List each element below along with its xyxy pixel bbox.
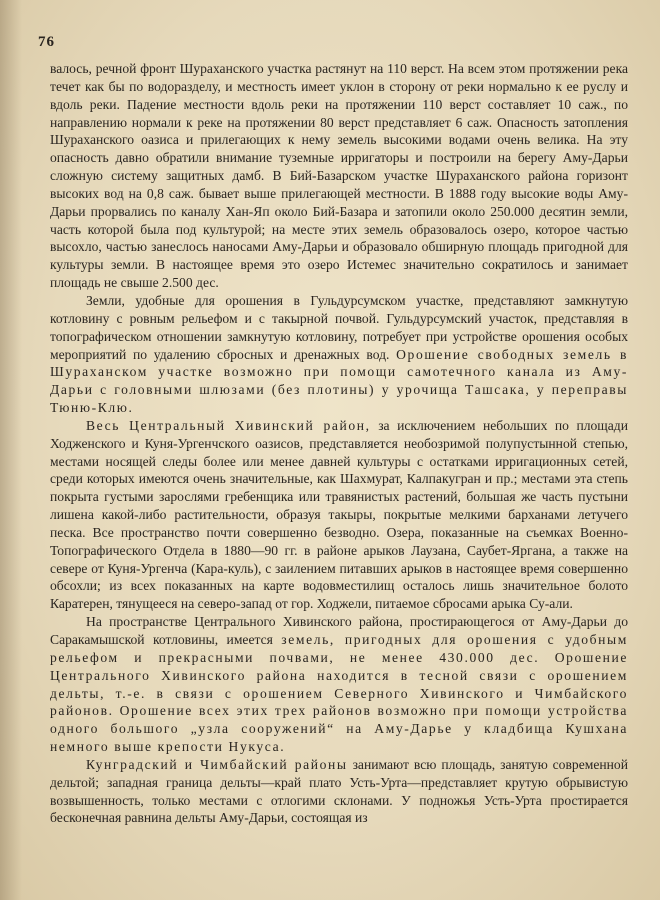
paragraph-4-spaced-text: земель, пригодных для орошения с удобным рельефом и прекрасными почвами, не менее 430.000 дес. Орошение Центрального Хивинского района находится в тесной связи с орошением дельты, т.-е. в связи с орошением Северного Хивинского и Чимбайского районов. Орошение всех этих трех районов возможно при помощи устройства одного большого „узла сооружений“ на Аму-Дарье у кладбища Кушхана немного выше крепости Нукуса.	[50, 632, 628, 755]
body-text	[50, 60, 628, 827]
paragraph-1-text: валось, речной фронт Шураханского участка растянут на 110 верст. На всем этом протяжении река течет как бы по водоразделу, и местность имеет уклон в сторону от реки нормально к ее руслу и вдоль реки. Падение местности вдоль реки на протяжении 110 верст составляет 10 саж., по направлению нормали к реке на протяжении 80 верст представляет 6 саж. Опасность затопления Шураханского оазиса и прилегающих к нему земель высокими водами очень велика. На эту опасность давно обратили внимание туземные ирригаторы и построили на берегу Аму-Дарьи сложную систему защитных дамб. В Бий-Базарском участке Шураханского района горизонт высоких вод на 0,8 саж. бывает выше прилегающей местности. В 1888 году высокие воды Аму-Дарьи прорвались по каналу Хан-Яп около Бий-Базара и затопили около 250.000 десятин земли, часть которой была под культурой; на месте этих земель образовалось озеро, которое частью высохло, частью занеслось наносами Аму-Дарьи и образовало обширную площадь пригодной для культуры земли. В настоящее время это озеро Истемес значительно сократилось и занимает площадь не свыше 2.500 дес.	[50, 61, 628, 291]
paragraph-3-text: за исключением небольших по площади Ходженского и Куня-Ургенчского оазисов, представляется необозримой полупустынной степью, местами носящей следы более или менее давней культуры с остатками ирригационных сетей, среди которых имеются очень значительные, как Шахмурат, Калпакугран и пр.; местами эта степь покрыта густыми зарослями гребенщика или травянистых растений, большая же часть пустыни лишена какой-либо растительности, образуя такыры, покрытые мелкими барханами летучего песка. Все пространство почти совершенно безводно. Озера, показанные на съемках Военно-Топографического Отдела в 1880—90 гг. в районе арыков Лаузана, Саубет-Яргана, а также на севере от Куня-Ургенча (Кара-куль), с заилением питавших арыков в настоящее время совершенно обсохли; из всех показанных на карте водовместилищ осталось лишь значительное болото Каратерен, тянущееся на северо-запад от гор. Ходжели, питаемое сбросами арыка Су-али.	[50, 417, 628, 612]
paragraph-2-spaced-text: Орошение свободных земель в Шураханском участке возможно при помощи самотечного канала из Аму-Дарьи с головными шлюзами (без плотины) у урочища Ташсака, у переправы Тюню-Клю.	[50, 346, 628, 416]
paragraph-5	[50, 756, 628, 827]
page-number: 76	[38, 34, 55, 50]
paragraph-4	[50, 613, 628, 756]
paragraph-4-text: На пространстве Центрального Хивинского района, простирающегося от Аму-Дарьи до Саракамышской котловины, имеется	[50, 614, 628, 647]
paragraph-2	[50, 292, 628, 417]
paragraph-1	[50, 60, 628, 292]
paragraph-3	[50, 417, 628, 613]
paragraph-2-text: Земли, удобные для орошения в Гульдурсумском участке, представляют замкнутую котловину с ровным рельефом и с такырной почвой. Гульдурсумский участок, представляя в топографическом отношении замкнутую котловину, потребует при устройстве орошения особых мероприятий по удалению сбросных и дренажных вод.	[50, 292, 628, 362]
page-binding-shadow	[0, 0, 22, 900]
paragraph-5-text: занимают всю площадь, занятую современной дельтой; западная граница дельты—край плато Усть-Урта—представляет крутую обрывистую возвышенность, только местами с отлогими склонами. У подножья Усть-Урта простирается бесконечная равнина дельты Аму-Дарьи, состоящая из	[50, 756, 628, 826]
paragraph-5-lead: Кунградский и Чимбайский районы	[86, 756, 348, 772]
paragraph-3-lead: Весь Центральный Хивинский район,	[86, 417, 371, 433]
